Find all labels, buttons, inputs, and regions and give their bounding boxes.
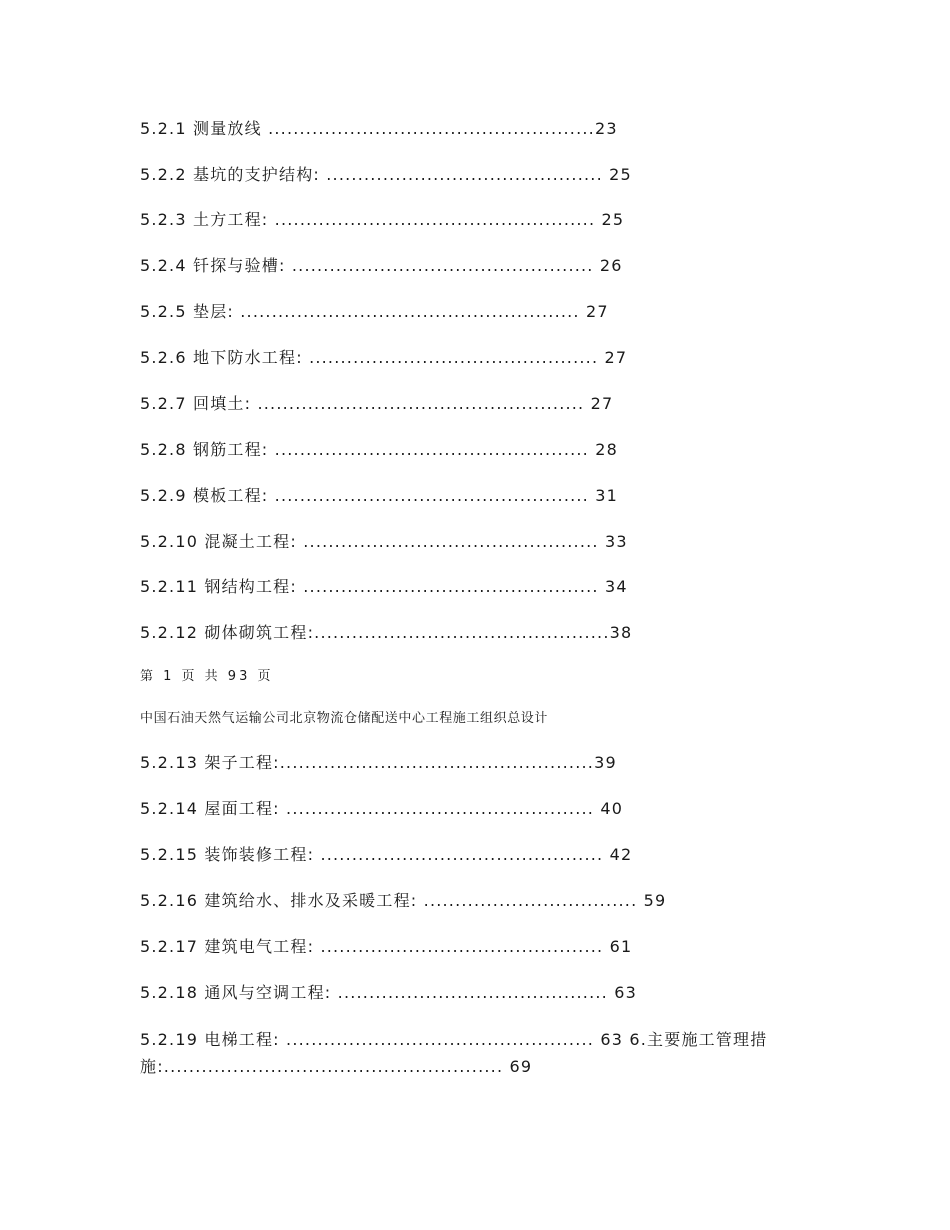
toc-entry-5-2-14[interactable]: 5.2.14 屋面工程: ................................................. 40 — [140, 799, 624, 818]
toc-entry-5-2-12[interactable]: 5.2.12 砌体砌筑工程:...............................................38 — [140, 623, 633, 642]
toc-entry-5-2-1[interactable]: 5.2.1 测量放线 ....................................................23 — [140, 119, 618, 138]
toc-entry-5-2-6[interactable]: 5.2.6 地下防水工程: .............................................. 27 — [140, 348, 628, 367]
toc-entry-5-2-17[interactable]: 5.2.17 建筑电气工程: ............................................. 61 — [140, 937, 633, 956]
page-footer: 第 1 页 共 93 页 — [140, 669, 274, 684]
toc-entry-5-2-11[interactable]: 5.2.11 钢结构工程: ............................................... 34 — [140, 577, 628, 596]
toc-entry-5-2-9[interactable]: 5.2.9 模板工程: .................................................. 31 — [140, 486, 619, 505]
toc-entry-5-2-18[interactable]: 5.2.18 通风与空调工程: ........................................... 63 — [140, 983, 637, 1002]
page-header: 中国石油天然气运输公司北京物流仓储配送中心工程施工组织总设计 — [140, 711, 549, 726]
toc-entry-5-2-10[interactable]: 5.2.10 混凝土工程: ............................................... 33 — [140, 532, 628, 551]
toc-entry-5-2-16[interactable]: 5.2.16 建筑给水、排水及采暖工程: .................................. 59 — [140, 891, 667, 910]
toc-entry-5-2-19[interactable]: 5.2.19 电梯工程: ................................................. 63 6.主要施工管理措施:...................................................... 69 — [140, 1030, 768, 1076]
toc-entry-5-2-5[interactable]: 5.2.5 垫层: ...................................................... 27 — [140, 302, 609, 321]
toc-entry-5-2-2[interactable]: 5.2.2 基坑的支护结构: ............................................ 25 — [140, 165, 632, 184]
toc-entry-5-2-3[interactable]: 5.2.3 土方工程: ................................................... 25 — [140, 210, 625, 229]
toc-entry-5-2-8[interactable]: 5.2.8 钢筋工程: .................................................. 28 — [140, 440, 619, 459]
toc-entry-5-2-13[interactable]: 5.2.13 架子工程:..................................................39 — [140, 753, 617, 772]
toc-entry-5-2-15[interactable]: 5.2.15 装饰装修工程: ............................................. 42 — [140, 845, 633, 864]
toc-entry-5-2-4[interactable]: 5.2.4 钎探与验槽: ................................................ 26 — [140, 256, 623, 275]
toc-entry-5-2-7[interactable]: 5.2.7 回填土: .................................................... 27 — [140, 394, 614, 413]
